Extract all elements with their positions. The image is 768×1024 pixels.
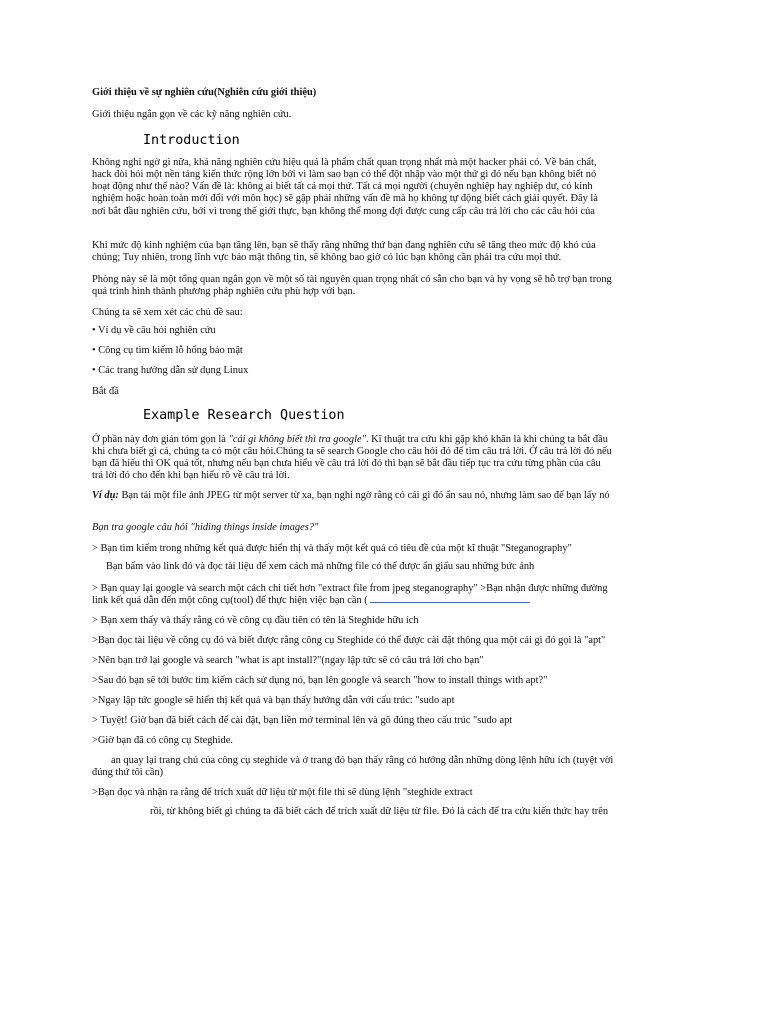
text-line: nơi bắt đầu nghiên cứu, bởi vì trong thế giới thực, bạn không thể mong đợi được cung cấp câu trả lời cho các câu hỏi của: [92, 206, 595, 217]
step-line: Bạn bấm vào link đó và đọc tài liệu để xem cách mà những file có thể được ẩn giấu sau những bức ảnh: [106, 561, 535, 572]
example-line: [92, 490, 610, 502]
example-text: Bạn tải một file ảnh JPEG từ một server từ xa, bạn nghi ngờ rằng có cái gì đó ẩn sau nó, nhưng làm sao để bạn lấy nó: [118, 490, 610, 501]
text-line: hoạt động như thế nào? Vấn đề là: không ai biết tất cả mọi thứ. Tất cả mọi người (chuyên nghiệp hay nghiệp dư, có kinh: [92, 181, 593, 192]
list-item: • Các trang hướng dẫn sử dụng Linux: [92, 365, 249, 376]
list-item: • Ví dụ về câu hỏi nghiên cứu: [92, 325, 216, 336]
text-line: Khi mức độ kinh nghiệm của bạn tăng lên, bạn sẽ thấy rằng những thứ bạn đang nghiên cứu sẽ tăng theo mức độ khó của: [92, 240, 596, 251]
text-segment: Ở phần này đơn giản tóm gọn là: [92, 434, 229, 445]
text-segment: link kết quả dẫn đến một công cụ(tool) để thực hiện việc bạn cần (: [92, 595, 368, 606]
document-title: Giới thiệu về sự nghiên cứu(Nghiên cứu giới thiệu): [92, 87, 317, 98]
text-line: hack đòi hỏi một nền tảng kiến thức rộng lớn bởi vì làm sao bạn có thể đột nhập vào một thứ gì đó nếu bạn không biết nó: [92, 169, 597, 180]
topics-intro: Chúng ta sẽ xem xét các chủ đề sau:: [92, 307, 243, 318]
step-line: >Giờ bạn đã có công cụ Steghide.: [92, 735, 233, 746]
step-line: >Ngay lập tức google sẽ hiển thị kết quả và bạn thấy hướng dẫn với cấu trúc: "sudo apt: [92, 695, 455, 706]
step-line: >Bạn đọc và nhận ra rằng để trích xuất dữ liệu từ một file thì sẽ dùng lệnh "steghide extract: [92, 787, 473, 798]
step-line: > Bạn xem thấy và thấy rằng có về công cụ đầu tiên có tên là Steghide hữu ích: [92, 615, 419, 626]
heading-introduction: Introduction: [143, 133, 240, 148]
step-line: đúng thứ tôi cần): [92, 767, 164, 778]
step-line: > Bạn tìm kiếm trong những kết quả được hiển thị và thấy một kết quả có tiêu đề của một kĩ thuật "Steganography": [92, 543, 572, 554]
list-item: • Công cụ tìm kiếm lỗ hổng bảo mật: [92, 345, 243, 356]
step-line: an quay lại trang chủ của công cụ steghide và ở trang đó bạn thấy rằng có hướng dẫn những dòng lệnh hữu ích (tuyệt vời: [111, 755, 614, 766]
quote-text: "cái gì không biết thì tra google": [228, 434, 366, 445]
step-line: > Bạn quay lại google và search một cách chi tiết hơn "extract file from jpeg steganography" >Bạn nhận được những đường: [92, 583, 608, 594]
google-question: Bạn tra google câu hỏi "hiding things inside images?": [92, 522, 319, 533]
document-subtitle: Giới thiệu ngắn gọn về các kỹ năng nghiên cứu.: [92, 109, 292, 120]
text-line: [92, 434, 608, 446]
text-line: chúng; Tuy nhiên, trong lĩnh vực bảo mật thông tin, sẽ không bao giờ có lúc bạn không cần phải tra cứu mọi thứ.: [92, 252, 562, 263]
text-segment: . Kĩ thuật tra cứu khi gặp khó khăn là khi chúng ta bắt đầu: [365, 434, 608, 445]
example-label: Ví dụ:: [92, 490, 119, 501]
text-line: bạn đã hiểu thì OK quá tốt, nhưng nếu bạn chưa hiểu về câu trả lời đó thì bạn sẽ bắt đầu tiếp tục tra cứu từng phần của câu: [92, 458, 601, 469]
step-line: >Sau đó bạn sẽ tới bước tìm kiếm cách sử dụng nó, bạn lên google và search "how to install things with apt?": [92, 675, 548, 686]
step-line: >Nên bạn trở lại google và search "what is apt install?"(ngay lập tức sẽ có câu trả lời cho bạn": [92, 655, 484, 666]
text-line: khi chưa biết gì cả, chúng ta có một câu hỏi.Chúng ta sẽ search Google cho câu hỏi đó để tìm câu trả lời. Ở câu trả lời đó nếu: [92, 446, 612, 457]
heading-example-research-question: Example Research Question: [143, 408, 345, 423]
text-line: trả lời đó cho đến khi bạn hiểu rõ về câu trả lời.: [92, 470, 290, 481]
start-label: Bắt đầ: [92, 386, 119, 397]
step-line: [92, 595, 530, 607]
text-line: quá trình hình thành phương pháp nghiên cứu phù hợp với bạn.: [92, 286, 356, 297]
text-line: Không nghi ngờ gì nữa, khả năng nghiên cứu hiệu quả là phẩm chất quan trọng nhất mà một hacker phải có. Về bản chất,: [92, 157, 597, 168]
text-line: Phòng này sẽ là một tổng quan ngắn gọn về một số tài nguyên quan trọng nhất có sẵn cho bạn và hy vọng sẽ hỗ trợ bạn trong: [92, 274, 612, 285]
step-line: rồi, từ không biết gì chúng ta đã biết cách để trích xuất dữ liệu từ file. Đó là cách để tra cứu kiến thức hay trên: [150, 806, 609, 817]
step-line: > Tuyệt! Giờ bạn đã biết cách để cài đặt, bạn liền mở terminal lên và gõ đúng theo cấu trúc "sudo apt: [92, 715, 513, 726]
step-line: >Bạn đọc tài liệu về công cụ đó và biết được rằng công cụ Steghide có thể được cài đặt thông qua một cái gì đó gọi là "apt": [92, 635, 606, 646]
hyperlink-underline[interactable]: [370, 602, 530, 603]
text-line: nghiệm hoặc hoàn toàn mới đối với môn học) sẽ gặp phải những vấn đề mà họ không tự động biết cách giải quyết. Đây là: [92, 193, 598, 204]
